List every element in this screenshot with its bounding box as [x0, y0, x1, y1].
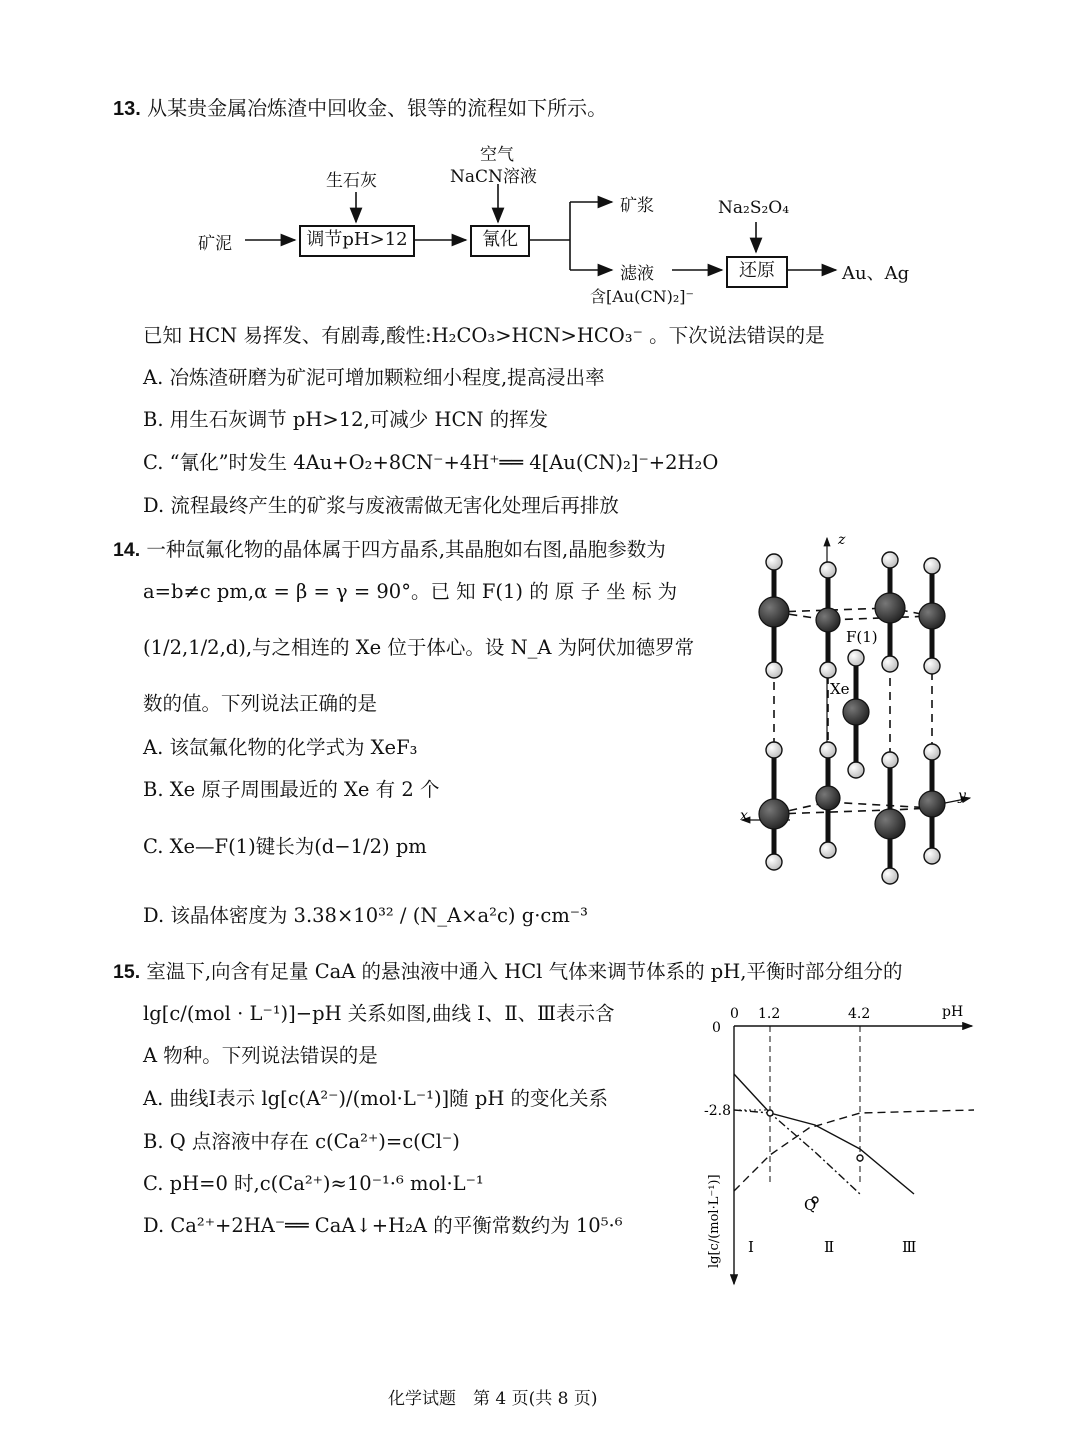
- label-f1: F(1): [846, 628, 878, 646]
- q13-option-b: B. 用生石灰调节 pH>12,可减少 HCN 的挥发: [143, 408, 549, 431]
- crystal-cell-svg: [730, 530, 990, 900]
- q14-number: 14.: [113, 539, 141, 561]
- q13-option-d: D. 流程最终产生的矿浆与废液需做无害化处理后再排放: [143, 494, 619, 517]
- q15-number: 15.: [113, 961, 141, 983]
- q15-line-3: A 物种。下列说法错误的是: [143, 1044, 378, 1067]
- axis-x-label: x: [740, 808, 748, 824]
- flow-product-label: Au、Ag: [842, 263, 910, 284]
- curve-label-1: Ⅰ: [748, 1238, 754, 1256]
- flow-box-adjust-ph: 调节pH>12: [299, 225, 415, 257]
- y-tick-label: 0: [712, 1020, 721, 1036]
- q15-chart: [700, 1000, 980, 1290]
- q15-option-a: A. 曲线Ⅰ表示 lg[c(A²⁻)/(mol·L⁻¹)]随 pH 的变化关系: [143, 1087, 609, 1110]
- y-tick-label: -2.8: [704, 1103, 731, 1119]
- curve-2: [734, 1110, 860, 1194]
- q15-chart-svg: [700, 1000, 980, 1290]
- flow-reagent1-label: 生石灰: [326, 171, 377, 191]
- q14-option-a: A. 该氙氟化物的化学式为 XeF₃: [143, 736, 418, 759]
- flow-out-slurry: 矿浆: [620, 196, 654, 216]
- flow-box-cyanidation: 氰化: [470, 225, 530, 257]
- q14-line-1: [113, 536, 666, 564]
- flow-input-label: 矿泥: [198, 234, 232, 254]
- q13-flow-arrows: [0, 0, 1080, 320]
- flow-reagent2-air: 空气: [480, 145, 514, 165]
- curve-3: [734, 1074, 914, 1194]
- q13-stem-text: 从某贵金属冶炼渣中回收金、银等的流程如下所示。: [147, 96, 608, 120]
- q15-option-b: B. Q 点溶液中存在 c(Ca²⁺)=c(Cl⁻): [143, 1130, 460, 1153]
- intersection-point: [767, 1110, 773, 1116]
- tick-labels: [704, 1006, 870, 1119]
- y-axis-title: lg[c/(mol·L⁻¹)]: [707, 1174, 722, 1268]
- curve-label-3: Ⅲ: [902, 1238, 917, 1256]
- q14-option-c: C. Xe—F(1)键长为(d−1/2) pm: [143, 835, 427, 858]
- label-xe: Xe: [830, 680, 850, 698]
- q14-option-b: B. Xe 原子周围最近的 Xe 有 2 个: [143, 778, 440, 801]
- point-q-label: Q: [804, 1196, 817, 1214]
- curve-label-2: Ⅱ: [824, 1238, 835, 1256]
- axis-z-label: z: [838, 532, 846, 548]
- q15-option-c: C. pH=0 时,c(Ca²⁺)≈10⁻¹·⁶ mol·L⁻¹: [143, 1172, 484, 1195]
- q14-line-2: a=b≠c pm,α = β = γ = 90°。已 知 F(1) 的 原 子 坐 标 为: [143, 580, 678, 603]
- flow-filtrate-note: 含[Au(CN)₂]⁻: [590, 287, 694, 306]
- page-footer: 化学试题 第 4 页(共 8 页): [388, 1389, 598, 1409]
- q14-option-d: D. 该晶体密度为 3.38×10³² / (N_A×a²c) g·cm⁻³: [143, 904, 588, 927]
- x-tick-label: 1.2: [758, 1006, 781, 1022]
- q14-line-4: 数的值。下列说法正确的是: [143, 692, 378, 715]
- q15-line-1-text: 室温下,向含有足量 CaA 的悬浊液中通入 HCl 气体来调节体系的 pH,平衡时部分组分的: [146, 960, 903, 983]
- q15-line-2: lg[c/(mol · L⁻¹)]−pH 关系如图,曲线 Ⅰ、Ⅱ、Ⅲ表示含: [143, 1002, 615, 1025]
- axis-y-label: y: [958, 788, 966, 804]
- q14-line-1-text: 一种氙氟化物的晶体属于四方晶系,其晶胞如右图,晶胞参数为: [146, 538, 666, 561]
- flow-box-reduction: 还原: [726, 256, 788, 288]
- x-axis-title: pH: [942, 1004, 964, 1020]
- q15-line-1: [113, 958, 902, 986]
- flow-reagent2-nacn: NaCN溶液: [450, 167, 537, 187]
- q13-option-a: A. 冶炼渣研磨为矿泥可增加颗粒细小程度,提高浸出率: [143, 366, 605, 389]
- guide-lines: [734, 1026, 860, 1185]
- flow-out-filtrate: 滤液: [620, 264, 654, 284]
- q13-option-c: C. “氰化”时发生 4Au+O₂+8CN⁻+4H⁺══ 4[Au(CN)₂]⁻+2H₂O: [143, 451, 719, 474]
- q15-option-d: D. Ca²⁺+2HA⁻══ CaA↓+H₂A 的平衡常数约为 10⁵·⁶: [143, 1214, 623, 1237]
- q14-crystal-figure: [730, 530, 990, 900]
- q14-line-3: (1/2,1/2,d),与之相连的 Xe 位于体心。设 N_A 为阿伏加德罗常: [143, 636, 695, 659]
- q13-number: 13.: [113, 98, 141, 120]
- x-tick-label: 0: [730, 1006, 739, 1022]
- q13-known: 已知 HCN 易挥发、有剧毒,酸性:H₂CO₃>HCN>HCO₃⁻ 。下次说法错误的是: [143, 324, 825, 347]
- x-tick-label: 4.2: [848, 1006, 871, 1022]
- intersection-point: [857, 1155, 863, 1161]
- flow-reagent3-label: Na₂S₂O₄: [718, 198, 790, 218]
